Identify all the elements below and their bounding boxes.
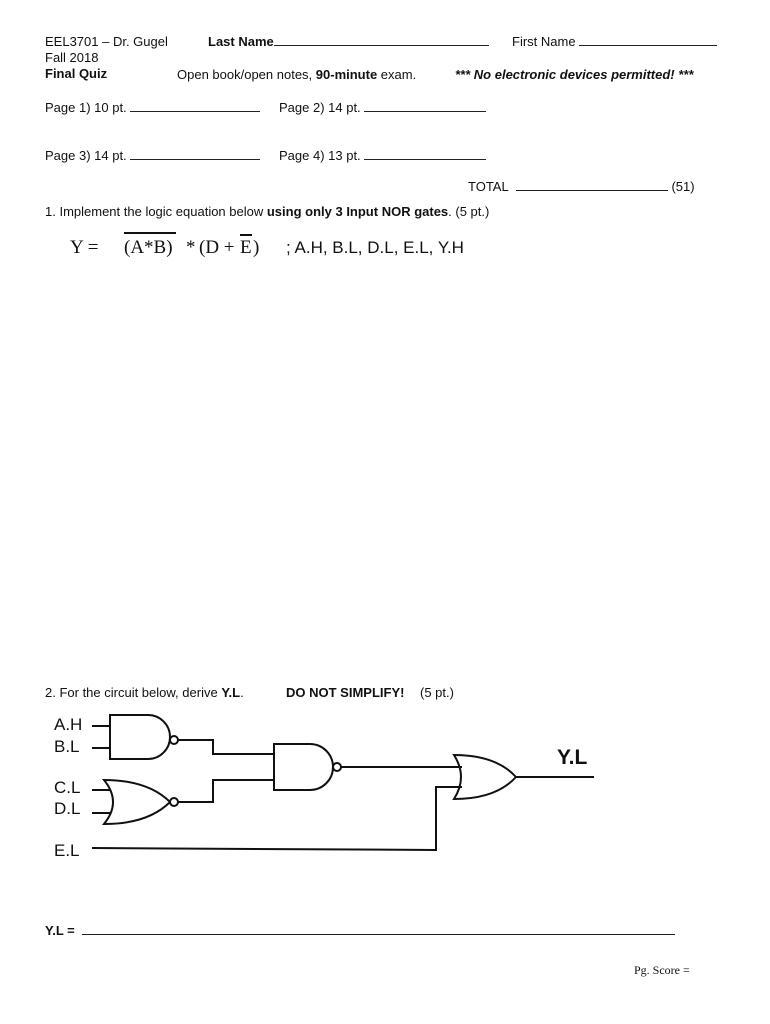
equation-multiply: * bbox=[186, 237, 196, 258]
nand-gate-1-bubble bbox=[170, 736, 178, 744]
course-title: EEL3701 – Dr. Gugel bbox=[45, 34, 168, 49]
input-label-ah: A.H bbox=[54, 715, 83, 734]
equation-term2-close: ) bbox=[253, 237, 260, 258]
question1-prefix: 1. Implement the logic equation below bbox=[45, 204, 267, 219]
score-page3-label: Page 3) 14 pt. bbox=[45, 148, 127, 163]
input-label-el: E.L bbox=[54, 841, 80, 860]
exam-note-duration: 90-minute bbox=[315, 67, 378, 82]
question2-warning: DO NOT SIMPLIFY! bbox=[286, 685, 405, 700]
wire-nor-out bbox=[178, 780, 270, 802]
wire-nand1-out bbox=[178, 740, 270, 754]
question2-variable: Y.L bbox=[221, 685, 241, 700]
nor-gate-bubble bbox=[170, 798, 178, 806]
score-page1-label: Page 1) 10 pt. bbox=[45, 100, 127, 115]
equation-term1: (A*B) bbox=[124, 237, 173, 258]
question1-constraint: using only 3 Input NOR gates bbox=[266, 204, 449, 219]
input-label-dl: D.L bbox=[54, 799, 81, 818]
question2-points: (5 pt.) bbox=[420, 685, 454, 700]
quiz-title: Final Quiz bbox=[45, 66, 108, 81]
nand-gate-1 bbox=[110, 715, 170, 759]
page-score-label: Pg. Score = bbox=[634, 963, 690, 977]
output-label-yl: Y.L bbox=[557, 746, 588, 769]
question1-suffix: . (5 pt.) bbox=[448, 204, 490, 219]
input-label-bl: B.L bbox=[54, 737, 80, 756]
first-name-label: First Name bbox=[512, 34, 576, 49]
score-page4-label: Page 4) 13 pt. bbox=[279, 148, 361, 163]
answer-blank[interactable] bbox=[82, 934, 675, 935]
input-label-cl: C.L bbox=[54, 778, 81, 797]
nand-gate-2 bbox=[274, 744, 333, 790]
answer-label: Y.L = bbox=[45, 923, 75, 938]
question2-prefix: 2. For the circuit below, derive bbox=[45, 685, 222, 700]
term: Fall 2018 bbox=[45, 50, 99, 65]
exam-note-prefix: Open book/open notes, bbox=[177, 67, 316, 82]
equation-y: Y = bbox=[70, 237, 99, 258]
total-value: (51) bbox=[671, 179, 695, 194]
exam-note-suffix: exam. bbox=[377, 67, 417, 82]
total-label: TOTAL bbox=[468, 179, 509, 194]
equation-term2-var: E bbox=[240, 237, 252, 258]
nand-gate-2-bubble bbox=[333, 763, 341, 771]
question2-period: . bbox=[240, 685, 244, 700]
equation-signals: ; A.H, B.L, D.L, E.L, Y.H bbox=[286, 238, 464, 257]
or-gate bbox=[454, 755, 516, 799]
nor-gate bbox=[104, 780, 170, 824]
no-devices-warning: *** No electronic devices permitted! *** bbox=[455, 67, 694, 82]
last-name-label: Last Name bbox=[208, 34, 274, 49]
equation-term2-open: (D + bbox=[199, 237, 235, 258]
wire-el bbox=[92, 787, 462, 850]
score-page2-label: Page 2) 14 pt. bbox=[279, 100, 361, 115]
